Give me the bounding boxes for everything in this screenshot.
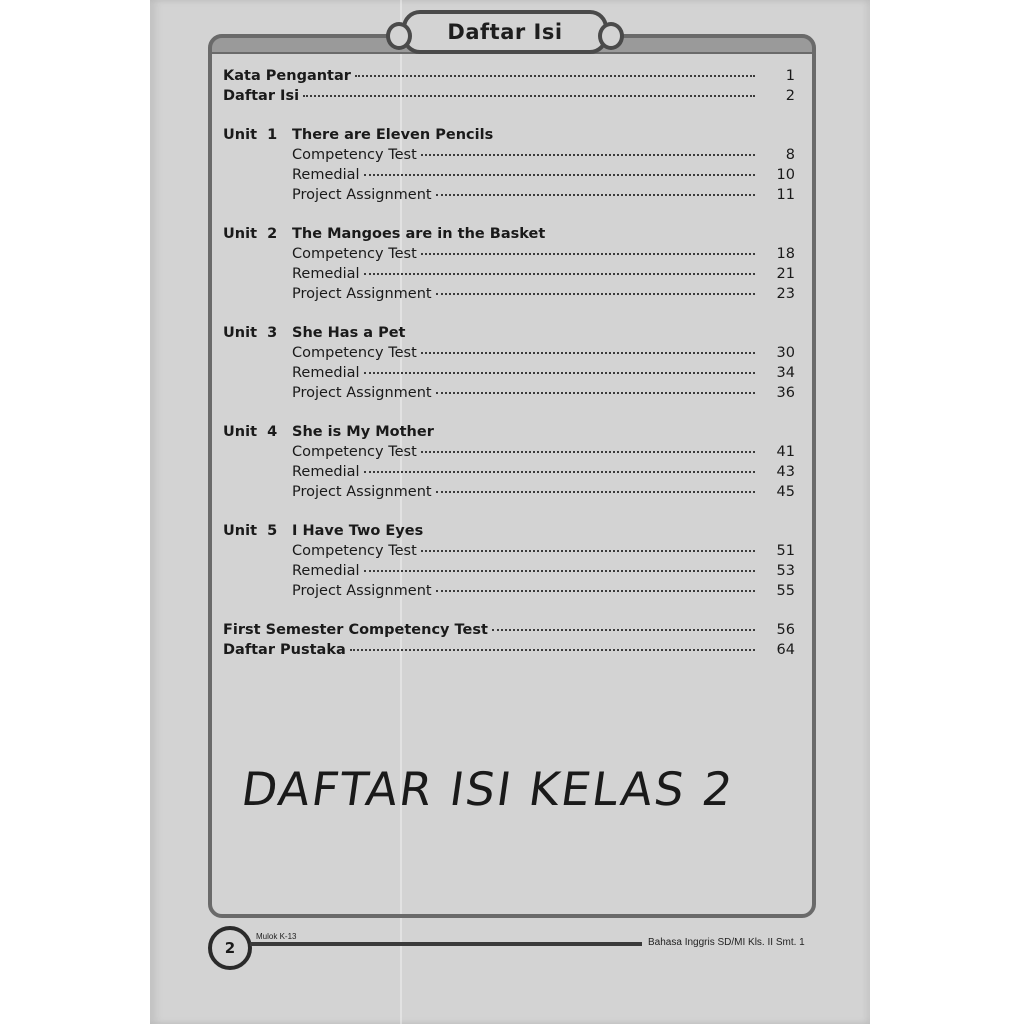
toc-entry-page: 36 (776, 384, 795, 401)
toc-entry-label: Daftar Pustaka (223, 642, 346, 659)
toc-entry-label: First Semester Competency Test (223, 622, 488, 639)
title-plate (402, 10, 608, 54)
table-of-contents (223, 68, 795, 662)
toc-entry (223, 385, 795, 405)
toc-entry-label: Competency Test (292, 543, 417, 560)
toc-entry-label: Competency Test (292, 147, 417, 164)
footer-rule (250, 942, 642, 946)
page-title: Daftar Isi (447, 20, 563, 44)
toc-entry (223, 286, 795, 306)
toc-entry (223, 147, 795, 167)
dot-leader (492, 628, 755, 631)
toc-entry-label: Project Assignment (292, 186, 432, 203)
toc-entry-label: Remedial (292, 265, 360, 282)
unit-heading (223, 523, 795, 543)
toc-entry (223, 266, 795, 286)
toc-entry-label: Project Assignment (292, 582, 432, 599)
toc-entry-page: 10 (776, 166, 795, 183)
toc-entry-page: 23 (776, 285, 795, 302)
unit-number: Unit 2 (223, 226, 278, 243)
dot-leader (421, 450, 755, 453)
toc-entry-label: Competency Test (292, 444, 417, 461)
toc-entry-label: Kata Pengantar (223, 68, 351, 84)
unit-heading (223, 127, 795, 147)
document-page (150, 0, 870, 1024)
toc-entry-page: 1 (785, 68, 795, 84)
toc-entry (223, 543, 795, 563)
dot-leader (421, 252, 755, 255)
dot-leader (364, 173, 755, 176)
toc-entry-page: 56 (776, 622, 795, 639)
toc-entry-label: Competency Test (292, 246, 417, 263)
dot-leader (436, 193, 755, 196)
handwritten-annotation: DAFTAR ISI KELAS 2 (238, 762, 738, 816)
unit-title: There are Eleven Pencils (292, 127, 494, 144)
toc-entry-page: 55 (776, 582, 795, 599)
toc-entry (223, 345, 795, 365)
toc-entry-page: 43 (776, 463, 795, 480)
dot-leader (303, 94, 755, 97)
dot-leader (436, 490, 755, 493)
toc-entry-label: Remedial (292, 166, 360, 183)
dot-leader (364, 371, 755, 374)
toc-entry-label: Project Assignment (292, 285, 432, 302)
dot-leader (364, 569, 755, 572)
toc-entry (223, 642, 795, 662)
toc-entry-page: 34 (776, 364, 795, 381)
toc-entry-label: Daftar Isi (223, 87, 300, 104)
toc-entry (223, 444, 795, 464)
footer-page-number: 2 (208, 926, 252, 970)
toc-entry (223, 583, 795, 603)
toc-entry (223, 68, 795, 88)
toc-entry-page: 45 (776, 483, 795, 500)
toc-entry (223, 246, 795, 266)
toc-entry-page: 8 (785, 147, 795, 164)
footer-series: Mulok K-13 (256, 932, 297, 941)
toc-entry-page: 30 (776, 345, 795, 362)
dot-leader (436, 391, 755, 394)
toc-entry (223, 88, 795, 108)
dot-leader (355, 74, 755, 77)
dot-leader (364, 470, 755, 473)
dot-leader (436, 292, 755, 295)
toc-entry-page: 41 (776, 444, 795, 461)
unit-heading (223, 226, 795, 246)
toc-entry-page: 21 (776, 265, 795, 282)
toc-entry (223, 365, 795, 385)
dot-leader (364, 272, 755, 275)
toc-entry (223, 464, 795, 484)
toc-entry-page: 53 (776, 562, 795, 579)
unit-title: She Has a Pet (292, 325, 406, 342)
toc-entry (223, 484, 795, 504)
dot-leader (436, 589, 755, 592)
dot-leader (421, 351, 755, 354)
toc-entry-page: 11 (776, 186, 795, 203)
toc-entry-label: Competency Test (292, 345, 417, 362)
unit-title: I Have Two Eyes (292, 523, 424, 540)
unit-number: Unit 1 (223, 127, 278, 144)
toc-entry-page: 51 (776, 543, 795, 560)
toc-entry (223, 622, 795, 642)
toc-entry-label: Remedial (292, 364, 360, 381)
toc-entry-page: 18 (776, 246, 795, 263)
toc-entry-page: 2 (785, 87, 795, 104)
unit-number: Unit 5 (223, 523, 278, 540)
unit-title: The Mangoes are in the Basket (292, 226, 546, 243)
unit-heading (223, 424, 795, 444)
toc-entry (223, 187, 795, 207)
unit-title: She is My Mother (292, 424, 434, 441)
unit-number: Unit 4 (223, 424, 278, 441)
unit-number: Unit 3 (223, 325, 278, 342)
toc-entry (223, 167, 795, 187)
toc-entry-label: Remedial (292, 562, 360, 579)
footer-book-title: Bahasa Inggris SD/MI Kls. II Smt. 1 (648, 937, 805, 948)
dot-leader (421, 549, 755, 552)
dot-leader (350, 648, 755, 651)
toc-entry-label: Project Assignment (292, 384, 432, 401)
toc-entry-page: 64 (776, 642, 795, 659)
unit-heading (223, 325, 795, 345)
toc-entry-label: Project Assignment (292, 483, 432, 500)
toc-entry-label: Remedial (292, 463, 360, 480)
dot-leader (421, 153, 755, 156)
toc-entry (223, 563, 795, 583)
